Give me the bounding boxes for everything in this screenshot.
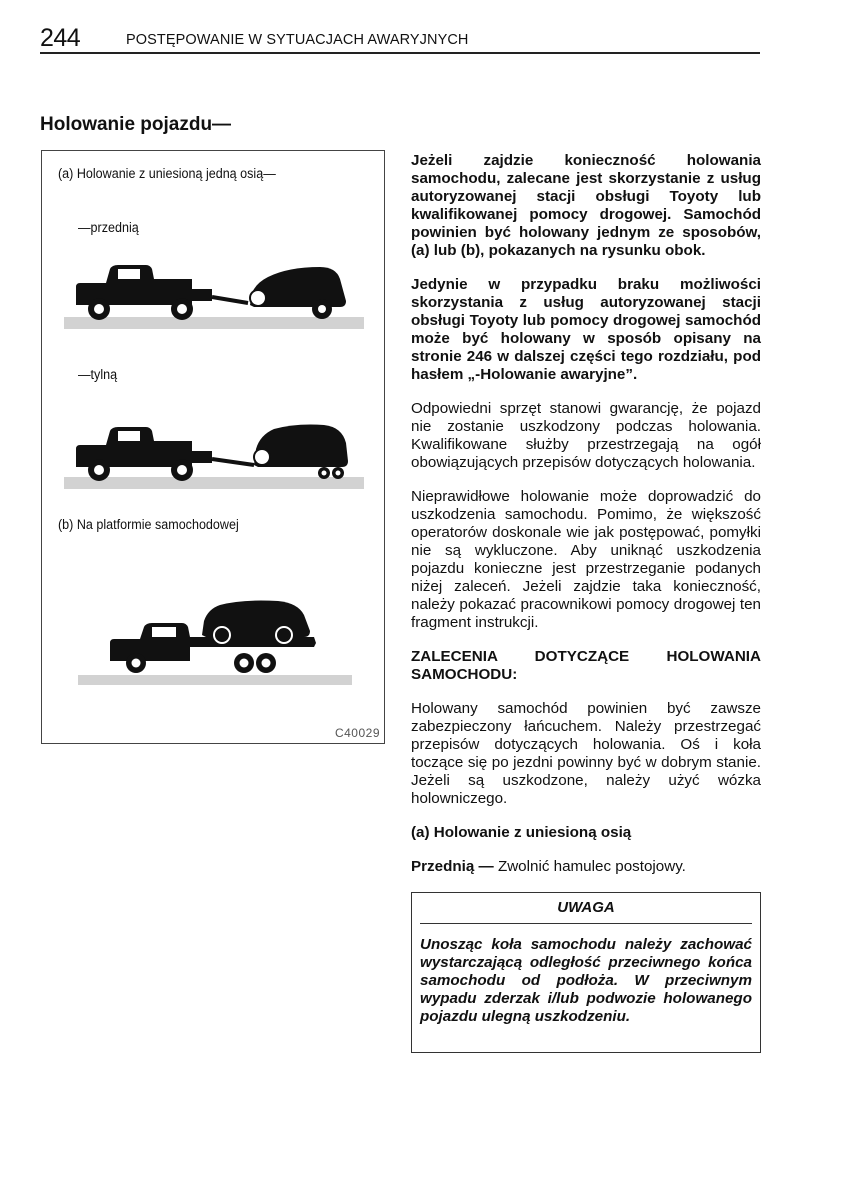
caption-front: —przednią: [78, 220, 139, 235]
towed-car-icon: [254, 425, 348, 468]
loaded-car-icon: [202, 601, 310, 644]
recommendations-heading: ZALECENIA DOTYCZĄCE HOLOWANIA SAMOCHODU:: [411, 648, 761, 683]
paragraph-improper-towing: Nieprawidłowe holowanie może doprowadzić do uszkodzenia samochodu. Pomimo, że większość operatorów doskonale wie jak postępować, pomyłki nie są wykluczone. Aby uniknąć uszkodzenia pojazdu konieczne jest przestrzeganie podanych niżej zaleceń. Jeżeli zajdzie taka konieczność, należy pokazać pracownikowi pomocy drogowej ten fragment instrukcji.: [411, 488, 761, 631]
flatbed-illustration: [42, 591, 384, 691]
caption-b: (b) Na platformie samochodowej: [58, 517, 239, 532]
tow-boom: [212, 459, 254, 465]
warning-box: [411, 892, 761, 1053]
running-head: POSTĘPOWANIE W SYTUACJACH AWARYJNYCH: [126, 32, 469, 48]
tow-boom: [212, 297, 248, 303]
towed-car-icon: [250, 267, 346, 319]
tow-truck-icon: [76, 427, 212, 481]
page-header: [40, 24, 760, 54]
paragraph-intro: Jeżeli zajdzie konieczność holowania samochodu, zalecane jest skorzystanie z usług autoryzowanej stacji obsługi Toyoty lub kwalifikowanej pomocy drogowej. Samochód powinien być holowany jednym ze sposobów, (a) lub (b), pokazanych na rysunku obok.: [411, 152, 761, 259]
subheading-lifted-axle: (a) Holowanie z uniesioną osią: [411, 824, 632, 841]
paragraph-alternative: Jedynie w przypadku braku możliwości skorzystania z usług autoryzowanej stacji obsługi Toyoty lub pomocy drogowej samochód może być holowany w sposób opisany na stronie 246 w dalszej części tego rozdziału, pod hasłem „-Holowanie awaryjne”.: [411, 276, 761, 383]
road-surface: [78, 675, 352, 685]
front-text: Zwolnić hamulec postojowy.: [493, 858, 686, 875]
page-number: 244: [40, 24, 81, 52]
warning-text: Unosząc koła samochodu należy zachować wystarczającą odległość przeciwnego końca samochodu od podłoża. W przeciwnym wypadu zderzak i/lub podwozie holowanego pojazdu ulegną uszkodzeniu.: [420, 936, 752, 1025]
figure-code: C40029: [334, 726, 380, 740]
towing-figure: [41, 150, 385, 744]
tow-truck-icon: [76, 265, 212, 320]
paragraph-chain: Holowany samochód powinien być zawsze zabezpieczony łańcuchem. Należy przestrzegać przepisów dotyczących holowania. Oś i koła toczące się po jezdni powinny być w dobrym stanie. Jeżeli są uszkodzone, należy użyć wózka holowniczego.: [411, 700, 761, 807]
caption-a: (a) Holowanie z uniesioną jedną osią—: [58, 166, 276, 181]
front-label: Przednią —: [411, 858, 494, 875]
road-surface: [64, 317, 364, 329]
body-text-column: [411, 152, 761, 1053]
paragraph-equipment: Odpowiedni sprzęt stanowi gwarancję, że pojazd nie zostanie uszkodzony podczas holowania. Kwalifikowane służby przestrzegają na ogół obowiązujących przepisów dotyczących holowania.: [411, 400, 761, 471]
caption-rear: —tylną: [78, 367, 118, 382]
tow-front-lifted-illustration: [42, 261, 384, 331]
section-title: Holowanie pojazdu—: [40, 114, 232, 135]
warning-title: UWAGA: [420, 899, 752, 924]
paragraph-front: [411, 858, 761, 876]
tow-rear-lifted-illustration: [42, 421, 384, 491]
road-surface: [64, 477, 364, 489]
